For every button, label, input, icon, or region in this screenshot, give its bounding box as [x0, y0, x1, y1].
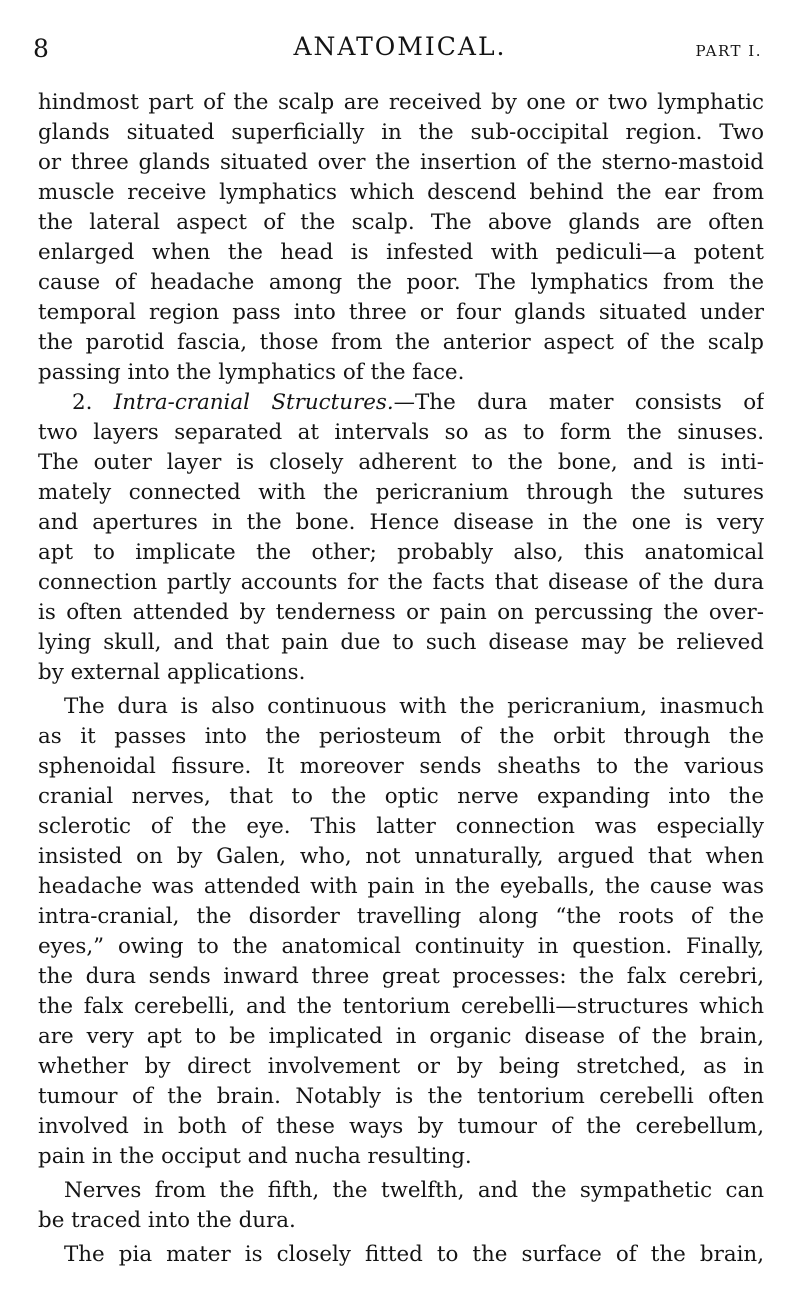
text-line: temporal region pass into three or four glands situated under	[38, 300, 764, 325]
part-label: PART I.	[695, 42, 762, 60]
text-line: The dura is also continuous with the pericranium, inasmuch	[64, 694, 764, 719]
text-line: are very apt to be implicated in organic disease of the brain,	[38, 1024, 764, 1049]
text-line: mately connected with the pericranium through the sutures	[38, 480, 764, 505]
text-line: the parotid fascia, those from the anterior aspect of the scalp	[38, 330, 764, 355]
text-line: or three glands situated over the insertion of the sterno-mastoid	[38, 150, 764, 175]
text-line: muscle receive lymphatics which descend behind the ear from	[38, 180, 764, 205]
text-line: sclerotic of the eye. This latter connection was especially	[38, 814, 764, 839]
section-title: Intra-cranial Structures.	[113, 390, 394, 415]
text-line: the dura sends inward three great processes: the falx cerebri,	[38, 964, 764, 989]
text-line: as it passes into the periosteum of the orbit through the	[38, 724, 764, 749]
text-line: whether by direct involvement or by being stretched, as in	[38, 1054, 764, 1079]
text-line: The outer layer is closely adherent to the bone, and is inti-	[38, 450, 764, 475]
running-title: ANATOMICAL.	[293, 32, 507, 61]
text-line: enlarged when the head is infested with pediculi—a potent	[38, 240, 764, 265]
text-line: The pia mater is closely fitted to the surface of the brain,	[64, 1242, 764, 1267]
text-line: glands situated superficially in the sub-occipital region. Two	[38, 120, 764, 145]
text-line: lying skull, and that pain due to such disease may be relieved	[38, 630, 764, 655]
text-line: by external applications.	[38, 660, 306, 685]
text-line: the falx cerebelli, and the tentorium cerebelli—structures which	[38, 994, 764, 1019]
text-line: passing into the lymphatics of the face.	[38, 360, 465, 385]
text-line: eyes,” owing to the anatomical continuity in question. Finally,	[38, 934, 764, 959]
text-line: hindmost part of the scalp are received by one or two lymphatic	[38, 90, 764, 115]
text-line: tumour of the brain. Notably is the tentorium cerebelli often	[38, 1084, 764, 1109]
page-number: 8	[33, 34, 49, 63]
page-header	[0, 30, 800, 66]
text-line: apt to implicate the other; probably also, this anatomical	[38, 540, 764, 565]
text-line: is often attended by tenderness or pain on percussing the over-	[38, 600, 764, 625]
text-line: pain in the occiput and nucha resulting.	[38, 1144, 472, 1169]
text-line: cause of headache among the poor. The lymphatics from the	[38, 270, 764, 295]
text-line: involved in both of these ways by tumour of the cerebellum,	[38, 1114, 764, 1139]
section-number: 2.	[72, 390, 93, 415]
text-line: cranial nerves, that to the optic nerve expanding into the	[38, 784, 764, 809]
text-line: headache was attended with pain in the eyeballs, the cause was	[38, 874, 764, 899]
text-line: be traced into the dura.	[38, 1208, 296, 1233]
text-line: intra-cranial, the disorder travelling along “the roots of the	[38, 904, 764, 929]
text-line: and apertures in the bone. Hence disease in the one is very	[38, 510, 764, 535]
text-line: sphenoidal fissure. It moreover sends sheaths to the various	[38, 754, 764, 779]
text-line: two layers separated at intervals so as to form the sinuses.	[38, 420, 764, 445]
text-line: connection partly accounts for the facts that disease of the dura	[38, 570, 764, 595]
section-heading-line	[38, 388, 764, 418]
text-line: the lateral aspect of the scalp. The above glands are often	[38, 210, 764, 235]
text-line: insisted on by Galen, who, not unnaturally, argued that when	[38, 844, 764, 869]
text-line: Nerves from the fifth, the twelfth, and the sympathetic can	[64, 1178, 764, 1203]
section-text: —The dura mater consists of	[393, 390, 764, 415]
